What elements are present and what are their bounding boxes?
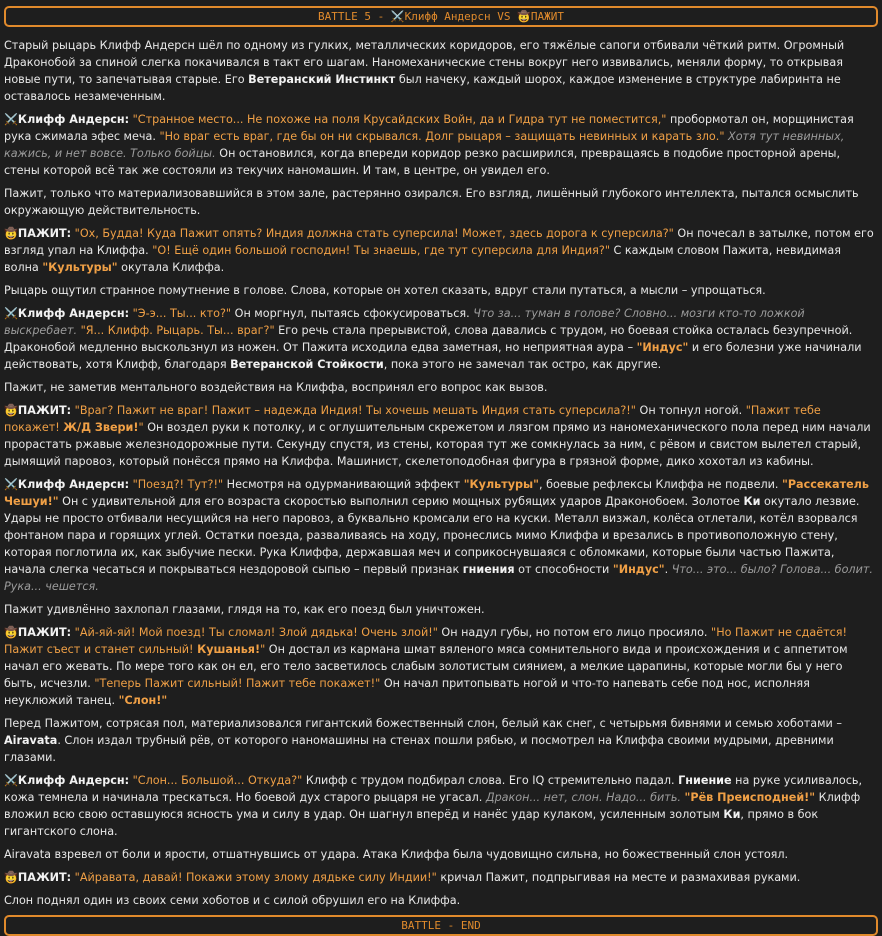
paragraph-8: 🤠ПАЖИТ: "Враг? Пажит не враг! Пажит – надежда Индия! Ты хочешь мешать Индия стать суперсила?!" Он топнул ногой. "Пажит тебе покажет! Ж/Д Звери!" Он воздел руки к потолку, и с оглушительным скрежетом и лязгом прямо из наномеханического пола перед ним начали прорастать ржавые железнодорожные пути. Секунду спустя, из стены, которая тут же сомкнулась за ним, с рёвом и свистом вылетел старый, дымящий паровоз, который понёсся прямо на Клиффа. Машинист, скелетоподобная фигура в грязной форме, дико хохотал из кабины. xyxy=(4,404,871,468)
paragraph-16: Слон поднял один из своих семи хоботов и с силой обрушил его на Клиффа. xyxy=(4,894,461,907)
battle-header-banner: BATTLE 5 - ⚔️Клифф Андерсн VS 🤠ПАЖИТ xyxy=(4,6,878,27)
paragraph-1: Старый рыцарь Клифф Андерсн шёл по одному из гулких, металлических коридоров, его тяжёлые сапоги отбивали чёткий ритм. Огромный Драконобой за спиной слегка покачивался в такт его шагам. Наномеханические стены вокруг него извивались, меняли форму, то открывая новые пути, то запечатывая старые. Его Ветеранский Инстинкт был начеку, каждый шорох, каждое изменение в структуре лабиринта не оставалось незамеченным. xyxy=(4,39,845,103)
paragraph-5: Рыцарь ощутил странное помутнение в голове. Слова, которые он хотел сказать, вдруг стали путаться, а мысли – упрощаться. xyxy=(4,284,766,297)
paragraph-13: ⚔️Клифф Андерсн: "Слон... Большой... Откуда?" Клифф с трудом подбирал слова. Его IQ стремительно падал. Гниение на руке усиливалось, кожа темнела и начинала трескаться. Но боевой дух старого рыцаря не угасал. Дракон... нет, слон. Надо... бить. "Рёв Преисподней!" Клифф вложил всю свою оставшуюся ясность ума и силу в удар. Он шагнул вперёд и нанёс удар кулаком, усиленным золотым Ки, прямо в бок гигантского слона. xyxy=(4,774,863,838)
paragraph-2: ⚔️Клифф Андерсн: "Странное место... Не похоже на поля Крусайдских Войн, да и Гидра тут не поместится," пробормотал он, морщинистая рука сжимала эфес меча. "Но враг есть враг, где бы он ни скрывался. Долг рыцаря – защищать невинных и карать зло." Хотя тут невинных, кажись, и нет вовсе. Только бойцы. Он остановился, когда впереди коридор резко расширился, превращаясь в подобие просторной арены, стены которой всё так же состояли из текучих наномашин. И там, в центре, он увидел его. xyxy=(4,113,854,177)
paragraph-12: Перед Пажитом, сотрясая пол, материализовался гигантский божественный слон, белый как снег, с четырьмя бивнями и семью хоботами – Airavata. Слон издал трубный рёв, от которого наномашины на стенах пошли рябью, и посмотрел на Клиффа своими мудрыми, древними глазами. xyxy=(4,717,842,764)
paragraph-11: 🤠ПАЖИТ: "Ай-яй-яй! Мой поезд! Ты сломал! Злой дядька! Очень злой!" Он надул губы, но потом его лицо просияло. "Но Пажит не сдаётся! Пажит съест и станет сильный! Кушанья!" Он достал из кармана шмат вяленого мяса сомнительного вида и происхождения и с аппетитом начал его жевать. По мере того как он ел, его тело засветилось слабым золотистым сиянием, а мелкие царапины, которые могли бы у него быть, исчезли. "Теперь Пажит сильный! Пажит тебе покажет!" Он начал притопывать ногой и что-то напевать себе под нос, исполняя неуклюжий танец. "Слон!" xyxy=(4,626,848,707)
paragraph-7: Пажит, не заметив ментального воздействия на Клиффа, воспринял его вопрос как вызов. xyxy=(4,381,548,394)
paragraph-14: Airavata взревел от боли и ярости, отшатнувшись от удара. Атака Клиффа была чудовищно сильна, но божественный слон устоял. xyxy=(4,848,789,861)
paragraph-3: Пажит, только что материализовавшийся в этом зале, растерянно озирался. Его взгляд, лишённый глубокого интеллекта, пытался осмыслить окружающую действительность. xyxy=(4,187,859,217)
battle-footer-banner: BATTLE - END xyxy=(4,915,878,936)
paragraph-6: ⚔️Клифф Андерсн: "Э-э... Ты... кто?" Он моргнул, пытаясь сфокусироваться. Что за... туман в голове? Словно... мозги кто-то ложкой выскребает. "Я... Клифф. Рыцарь. Ты... враг?" Его речь стала прерывистой, слова давались с трудом, но боевая стойка осталась безупречной. Драконобой медленно выскользнул из ножен. От Пажита исходила едва заметная, но неприятная аура – "Индус" и его болезни уже начинали действовать, хотя Клифф, благодаря Ветеранской Стойкости, пока этого не замечал так остро, как другие. xyxy=(4,307,862,371)
paragraph-10: Пажит удивлённо захлопал глазами, глядя на то, как его поезд был уничтожен. xyxy=(4,603,485,616)
paragraph-9: ⚔️Клифф Андерсн: "Поезд?! Тут?!" Несмотря на одурманивающий эффект "Культуры", боевые рефлексы Клиффа не подвели. "Рассекатель Чешуи!" Он с удивительной для его возраста скоростью выполнил серию мощных рубящих ударов Драконобоем. Золотое Ки окутало лезвие. Удары не просто отбивали несущийся на него паровоз, а буквально кромсали его на куски. Металл визжал, колёса отлетали, котёл взорвался фонтаном пара и горящих углей. Остатки поезда, разваливаясь на ходу, пронеслись мимо Клиффа и врезались в противоположную стену, которая поглотила их, как зыбучие пески. Рука Клиффа, державшая меч и соприкоснувшаяся с обломками, которые были частью Пажита, начала слегка чесаться и покрываться нездоровой сыпью – первый признак гниения от способности "Индус". Что... это... было? Голова... болит. Рука... чешется. xyxy=(4,478,873,593)
paragraph-15: 🤠ПАЖИТ: "Айравата, давай! Покажи этому злому дядьке силу Индии!" кричал Пажит, подпрыгивая на месте и размахивая руками. xyxy=(4,871,801,884)
paragraph-4: 🤠ПАЖИТ: "Ох, Будда! Куда Пажит опять? Индия должна стать суперсила! Может, здесь дорога к суперсила?" Он почесал в затылке, потом его взгляд упал на Клиффа. "О! Ещё один большой господин! Ты знаешь, где тут суперсила для Индия?" С каждым словом Пажита, невидимая волна "Культуры" окутала Клиффа. xyxy=(4,227,874,274)
